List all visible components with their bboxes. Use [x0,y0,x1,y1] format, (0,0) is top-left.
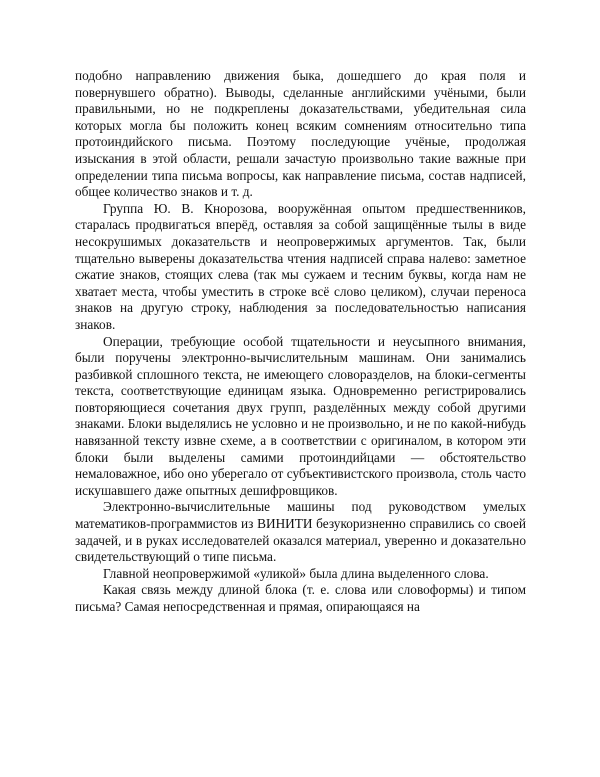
paragraph-viniti-machines: Электронно-вычислительные машины под руководством умелых математиков-программистов из ВИНИТИ безукоризненно справились со своей задачей, и в руках исследователей оказался материал, уверенно и доказательно свидетельствующий о типе письма. [75,499,526,565]
paragraph-computer-operations: Операции, требующие особой тщательности и неусыпного внимания, были поручены электронно-вычислительным машинам. Они занимались разбивкой сплошного текста, не имеющего словоразделов, на блоки-сегменты текста, соответствующие единицам языка. Одновременно регистрировались повторяющиеся сочетания двух групп, разделённых между собой другими знаками. Блоки выделялись не условно и не произвольно, и не по какой-нибудь навязанной тексту извне схеме, а в соответствии с оригиналом, в котором эти блоки были выделены самими протоиндийцами — обстоятельство немаловажное, ибо оно уберегало от субъективистского произвола, столь часто искушавшего даже опытных дешифровщиков. [75,333,526,498]
paragraph-main-evidence: Главной неопровержимой «уликой» была длина выделенного слова. [103,565,489,581]
document-page [75,68,526,616]
paragraph-knorozov-group: Группа Ю. В. Кнорозова, вооружённая опытом предшественников, старалась продвигаться вперёд, оставляя за собой защищённые тылы в виде несокрушимых доказательств и неопровержимых аргументов. Так, были тщательно выверены доказательства чтения надписей справа налево: заметное сжатие знаков, стоящих слева (так мы сужаем и тесним буквы, когда нам не хватает места, чтобы уместить в строке всё слово целиком), случаи переноса знаков на другую строку, наблюдения за последовательностью написания знаков. [75,200,526,332]
paragraph-block-length: Какая связь между длиной блока (т. е. слова или словоформы) и типом письма? Самая непосредственная и прямая, опирающаяся на [75,582,526,614]
paragraph-continuation: подобно направлению движения быка, дошедшего до края поля и повернувшего обратно). Выводы, сделанные английскими учёными, были правильными, но не подкреплены доказательствами, убедительная сила которых могла бы положить конец всяким сомнениям относительно типа протоиндийского письма. Поэтому последующие учёные, продолжая изыскания в этой области, решали зачастую произвольно такие важные при определении типа письма вопросы, как направление письма, состав надписей, общее количество знаков и т. д. [75,68,526,200]
